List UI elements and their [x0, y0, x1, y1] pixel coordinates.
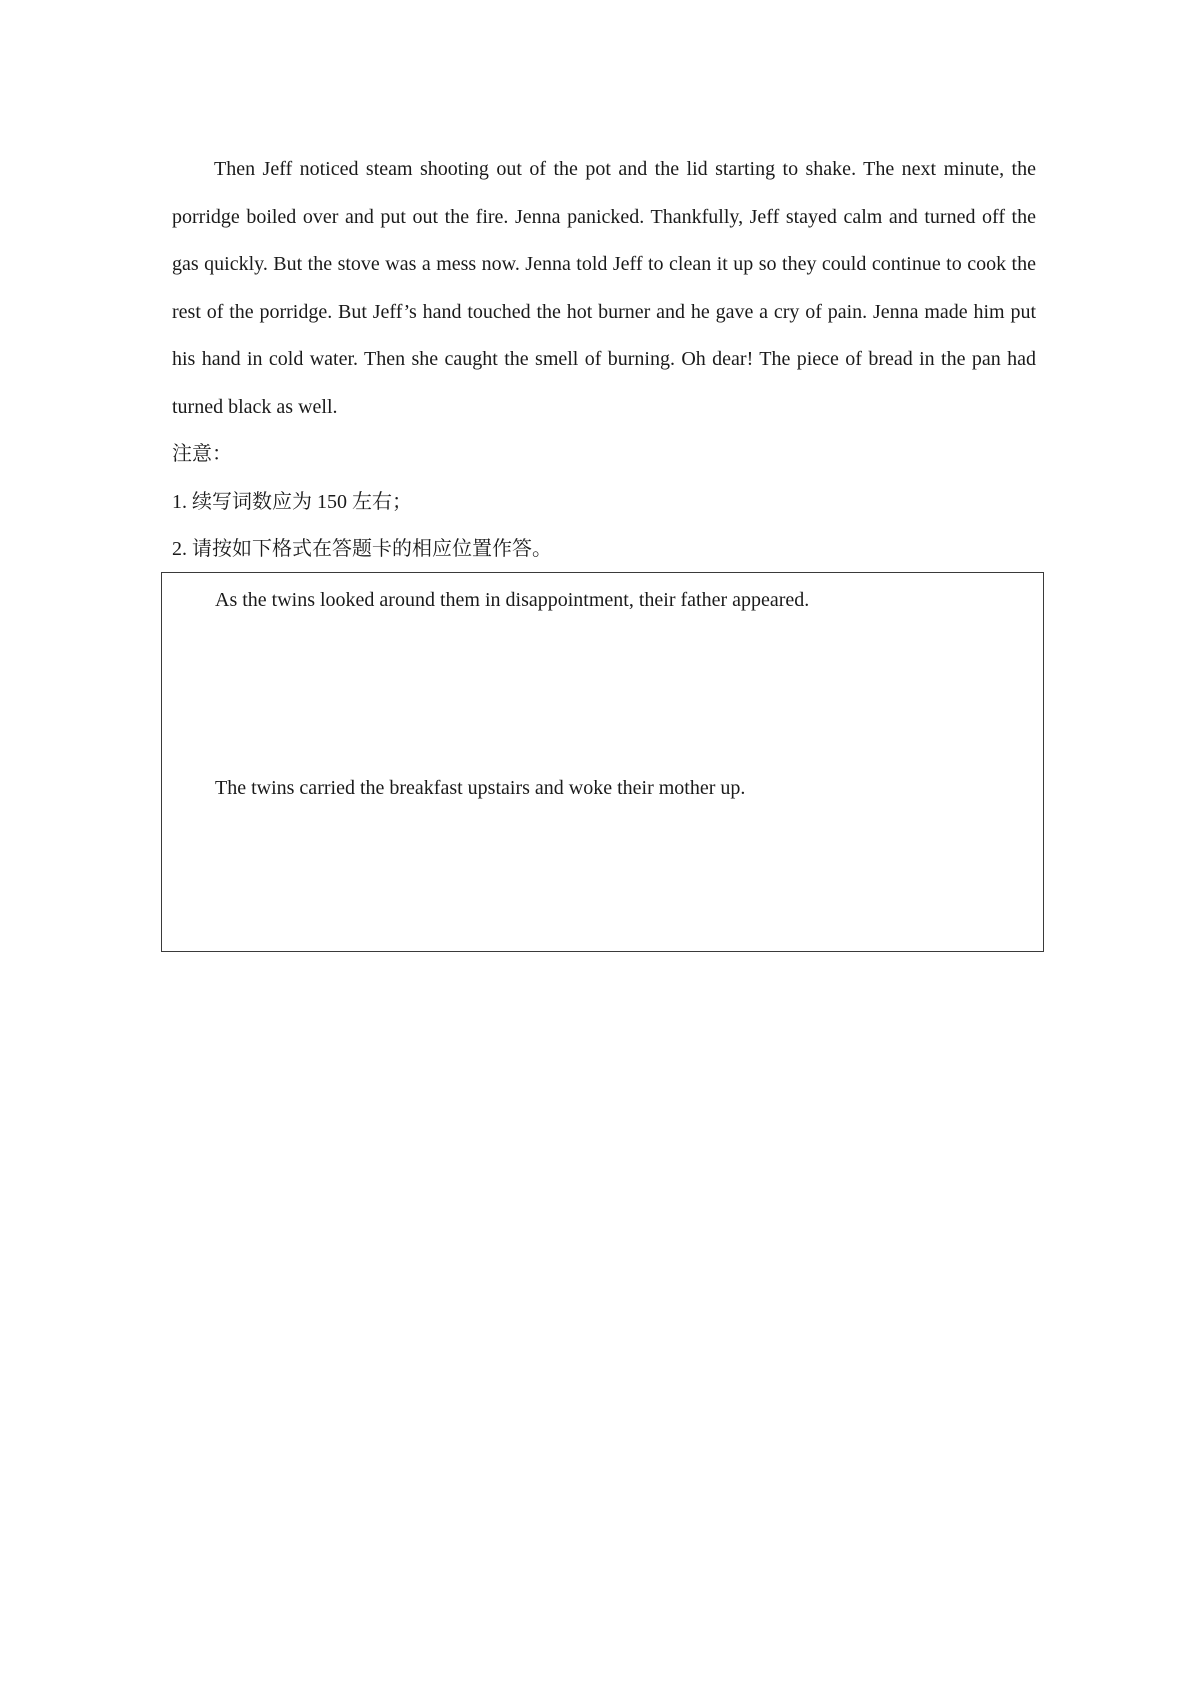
notes-heading: 注意： [172, 443, 232, 465]
note-item-answer-format: 2. 请按如下格式在答题卡的相应位置作答。 [172, 538, 552, 560]
note-item-word-count: 1. 续写词数应为 150 左右； [172, 490, 412, 513]
paragraph1-opening: As the twins looked around them in disappointment, their father appeared. [215, 589, 810, 611]
notes-section [172, 431, 1036, 574]
story-passage: Then Jeff noticed steam shooting out of the pot and the lid starting to shake. The next minute, the porridge boiled over and put out the fire. Jenna panicked. Thankfully, Jeff stayed calm and turned off the gas quickly. But the stove was a mess now. Jenna told Jeff to clean it up so they could continue to cook the rest of the porridge. But Jeff’s hand touched the hot burner and he gave a cry of pain. Jenna made him put his hand in cold water. Then she caught the smell of burning. Oh dear! The piece of bread in the pan had turned black as well. [172, 158, 1036, 418]
answer-box [161, 572, 1044, 952]
paragraph2-opening: The twins carried the breakfast upstairs and woke their mother up. [215, 777, 746, 799]
